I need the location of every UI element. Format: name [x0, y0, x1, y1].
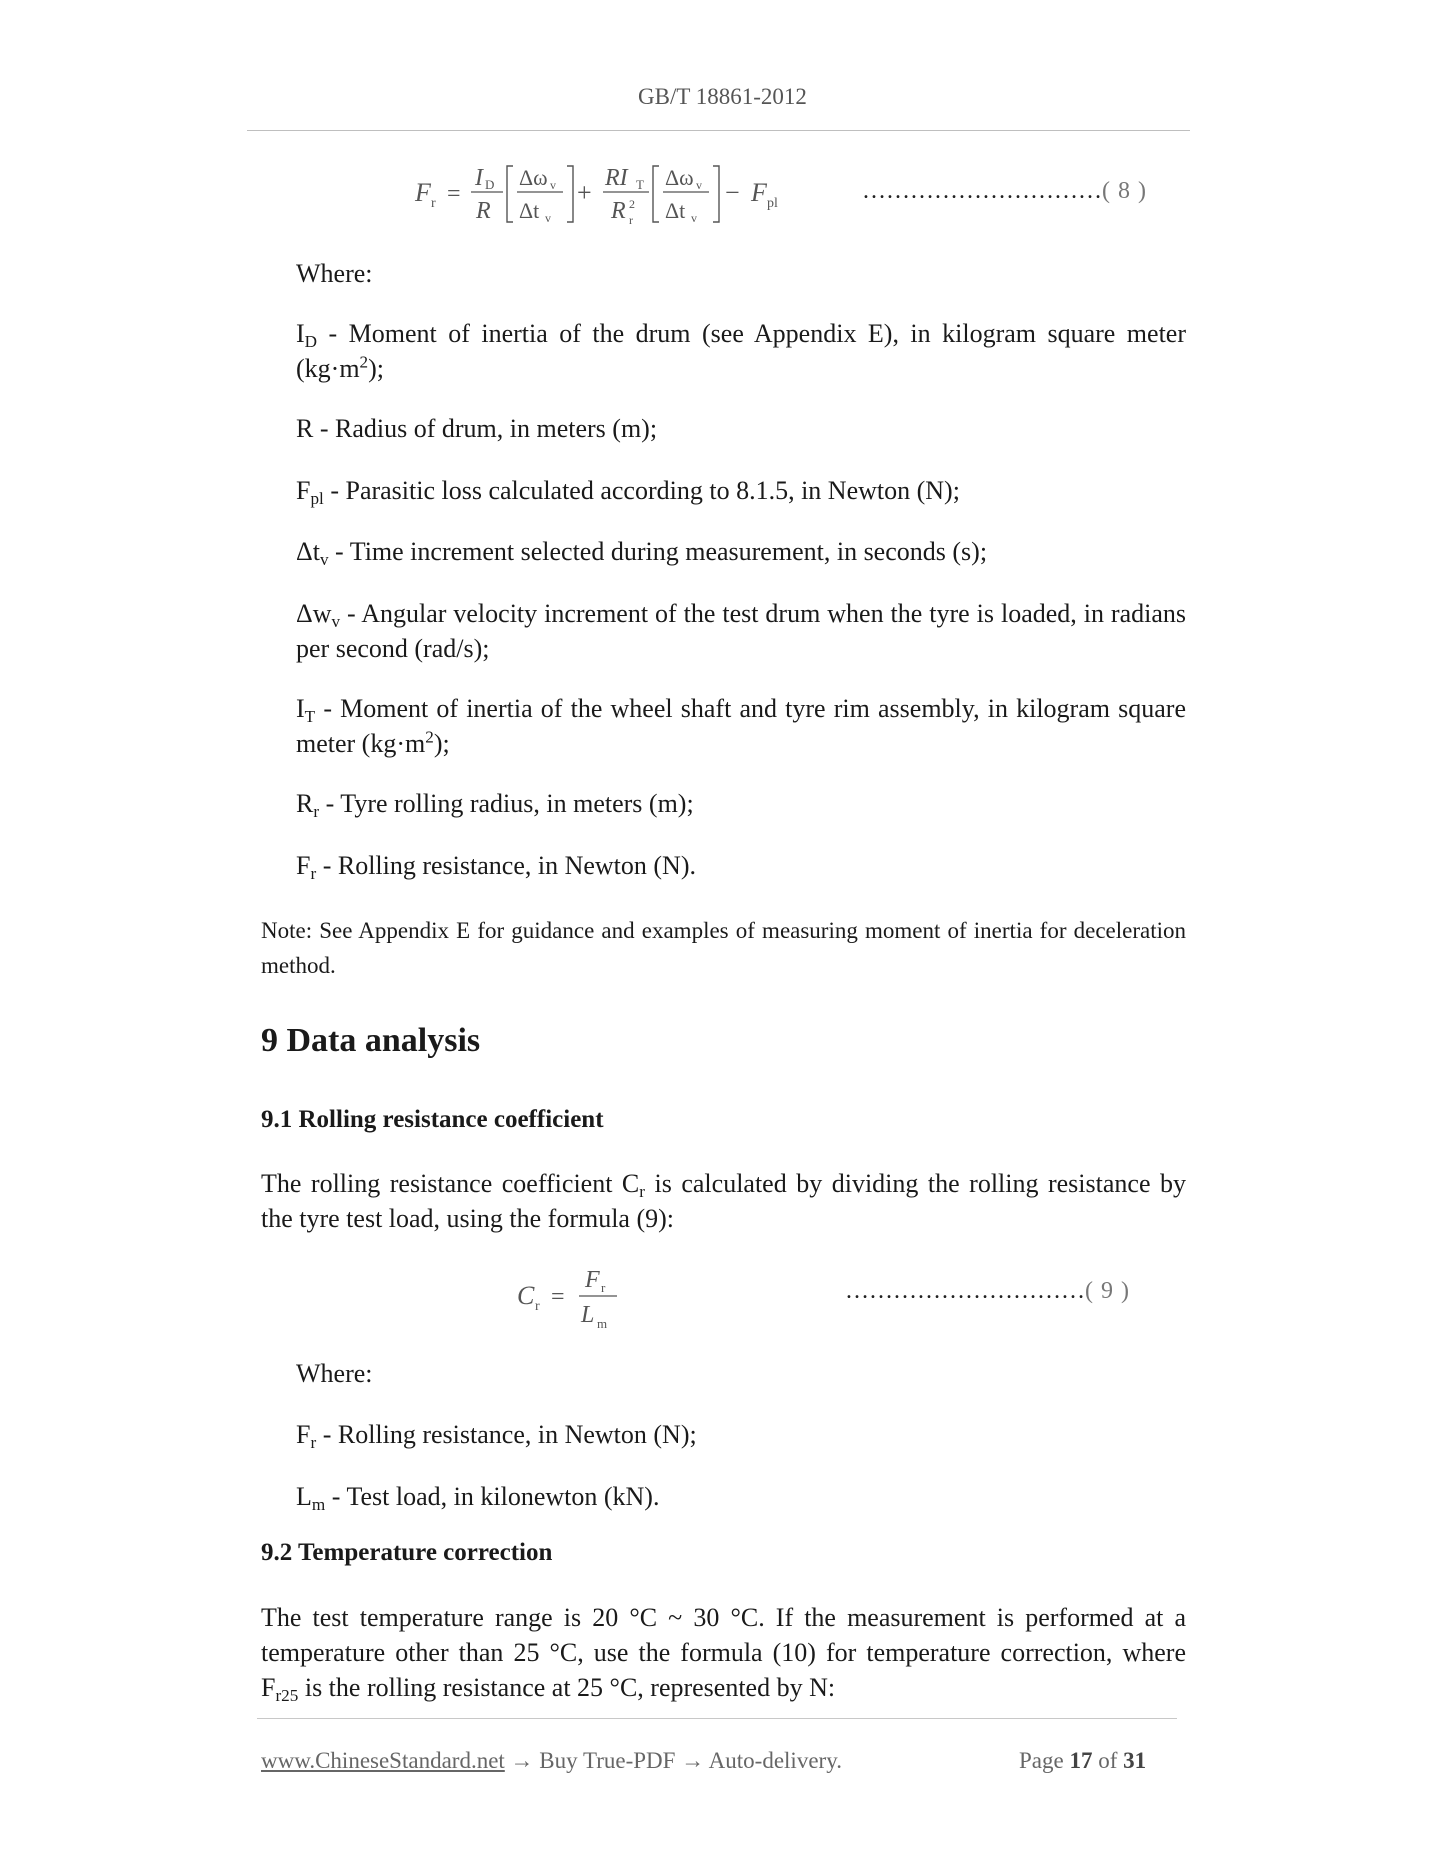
eq9-lhs: C	[517, 1281, 535, 1310]
eq8-t2-den-sub: r	[629, 213, 633, 227]
eq9-lhs-sub: r	[535, 1299, 540, 1314]
eq8-b1-num-sub: v	[550, 178, 556, 192]
header-divider	[247, 130, 1190, 131]
eq8-b2-num-sub: v	[696, 178, 702, 192]
def-radius-drum: R - Radius of drum, in meters (m);	[296, 414, 658, 443]
leader-dots: …………………………	[845, 1278, 1085, 1304]
eq9-den-sub: m	[597, 1316, 608, 1331]
total-pages: 31	[1123, 1748, 1147, 1773]
eq8-last: F	[751, 178, 767, 207]
eq8-b2-den: Δt	[665, 198, 686, 223]
eq8-t2-num: RI	[605, 165, 628, 191]
def-rolling-resistance: $F_r$ - Rolling resistance, in Newton (N);	[296, 1420, 697, 1452]
where-label: Where:	[296, 259, 373, 288]
footer-promo	[261, 1748, 842, 1774]
eq9-num: F	[585, 1267, 600, 1293]
equation-9	[505, 1262, 635, 1334]
equation-8	[405, 158, 825, 238]
def-test-load: $L_m$ - Test load, in kilonewton (kN).	[296, 1482, 660, 1514]
eq8-b1-num: Δω	[519, 165, 548, 190]
equation-number: ( 8 )	[1102, 178, 1147, 204]
eq8-t2-den: R	[611, 198, 626, 224]
eq8-last-sub: pl	[767, 196, 778, 211]
def-angular-velocity: $\Delta w_v$ - Angular velocity increment of the test drum when the tyre is loaded, in radians per second (rad/s);	[296, 599, 1186, 663]
page-header: GB/T 18861-2012	[638, 84, 807, 109]
equation-9-number-row	[845, 1278, 1130, 1305]
eq8-t1-den: R	[476, 198, 491, 224]
eq8-t1-num-sub: D	[485, 177, 495, 192]
section-9-heading: 9 Data analysis	[261, 1022, 481, 1059]
eq8-b1-den: Δt	[519, 198, 540, 223]
eq9-den: L	[581, 1302, 595, 1328]
eq8-lhs: F	[415, 178, 431, 207]
eq8-minus: −	[725, 178, 740, 207]
arrow-right-icon: →	[510, 1748, 534, 1773]
eq8-b1-den-sub: v	[545, 211, 551, 225]
footer-divider	[257, 1718, 1177, 1719]
def-moment-inertia-drum: $I_D$ - Moment of inertia of the drum (see Appendix E), in kilogram square meter $(kg\cdot m^2)$;	[296, 319, 1186, 383]
def-moment-inertia-wheel: $I_T$ - Moment of inertia of the wheel shaft and tyre rim assembly, in kilogram square meter $(kg\cdot m^2)$;	[296, 694, 1186, 758]
equation-number: ( 9 )	[1085, 1278, 1130, 1304]
eq8-b2-den-sub: v	[691, 211, 697, 225]
arrow-right-icon: →	[681, 1748, 705, 1773]
where-label: Where:	[296, 1359, 373, 1388]
eq8-t2-num-sub: T	[636, 177, 644, 192]
def-parasitic-loss: $F_{pl}$ - Parasitic loss calculated according to 8.1.5, in Newton (N);	[296, 476, 960, 508]
page-indicator: Page 17 of 31	[1019, 1748, 1147, 1773]
site-link[interactable]: www.ChineseStandard.net	[261, 1748, 505, 1773]
eq8-equals: =	[447, 181, 461, 207]
eq8-bracket2-left	[653, 166, 659, 222]
def-time-increment: $\Delta t_v$ - Time increment selected during measurement, in seconds (s);	[296, 537, 988, 569]
eq9-equals: =	[551, 1284, 565, 1310]
section-9-1-paragraph: The rolling resistance coefficient $C_r$ is calculated by dividing the rolling resistance by the tyre test load, using the formula (9):	[261, 1169, 1186, 1233]
eq8-lhs-sub: r	[431, 196, 436, 211]
page-number: 17	[1069, 1748, 1093, 1773]
eq8-t1-num: I	[475, 165, 483, 191]
equation-8-number-row	[862, 178, 1147, 205]
eq8-bracket1-left	[507, 166, 513, 222]
buy-pdf-text: Buy True-PDF	[539, 1748, 676, 1773]
eq8-b2-num: Δω	[665, 165, 694, 190]
section-9-1-heading: 9.1 Rolling resistance coefficient	[261, 1106, 604, 1133]
eq8-plus: +	[577, 178, 592, 207]
section-9-2-paragraph: The test temperature range is 20 °C ~ 30 °C. If the measurement is performed at a temperature other than 25 °C, use the formula (10) for temperature correction, where $F_{r25}$ is the rolling resistance at 25 °C, represented by N:	[261, 1603, 1186, 1705]
leader-dots: …………………………	[862, 178, 1102, 204]
note: Note: See Appendix E for guidance and examples of measuring moment of inertia for deceleration method.	[261, 918, 1186, 978]
eq8-bracket2-right	[713, 166, 719, 222]
section-9-2-heading: 9.2 Temperature correction	[261, 1539, 553, 1566]
eq8-t2-den-sup: 2	[629, 197, 635, 211]
def-rolling-radius: $R_r$ - Tyre rolling radius, in meters (m);	[296, 789, 694, 821]
eq9-num-sub: r	[601, 1280, 606, 1295]
auto-delivery-text: Auto-delivery.	[708, 1748, 842, 1773]
eq8-bracket1-right	[567, 166, 573, 222]
def-rolling-resistance: $F_r$ - Rolling resistance, in Newton (N).	[296, 851, 696, 883]
